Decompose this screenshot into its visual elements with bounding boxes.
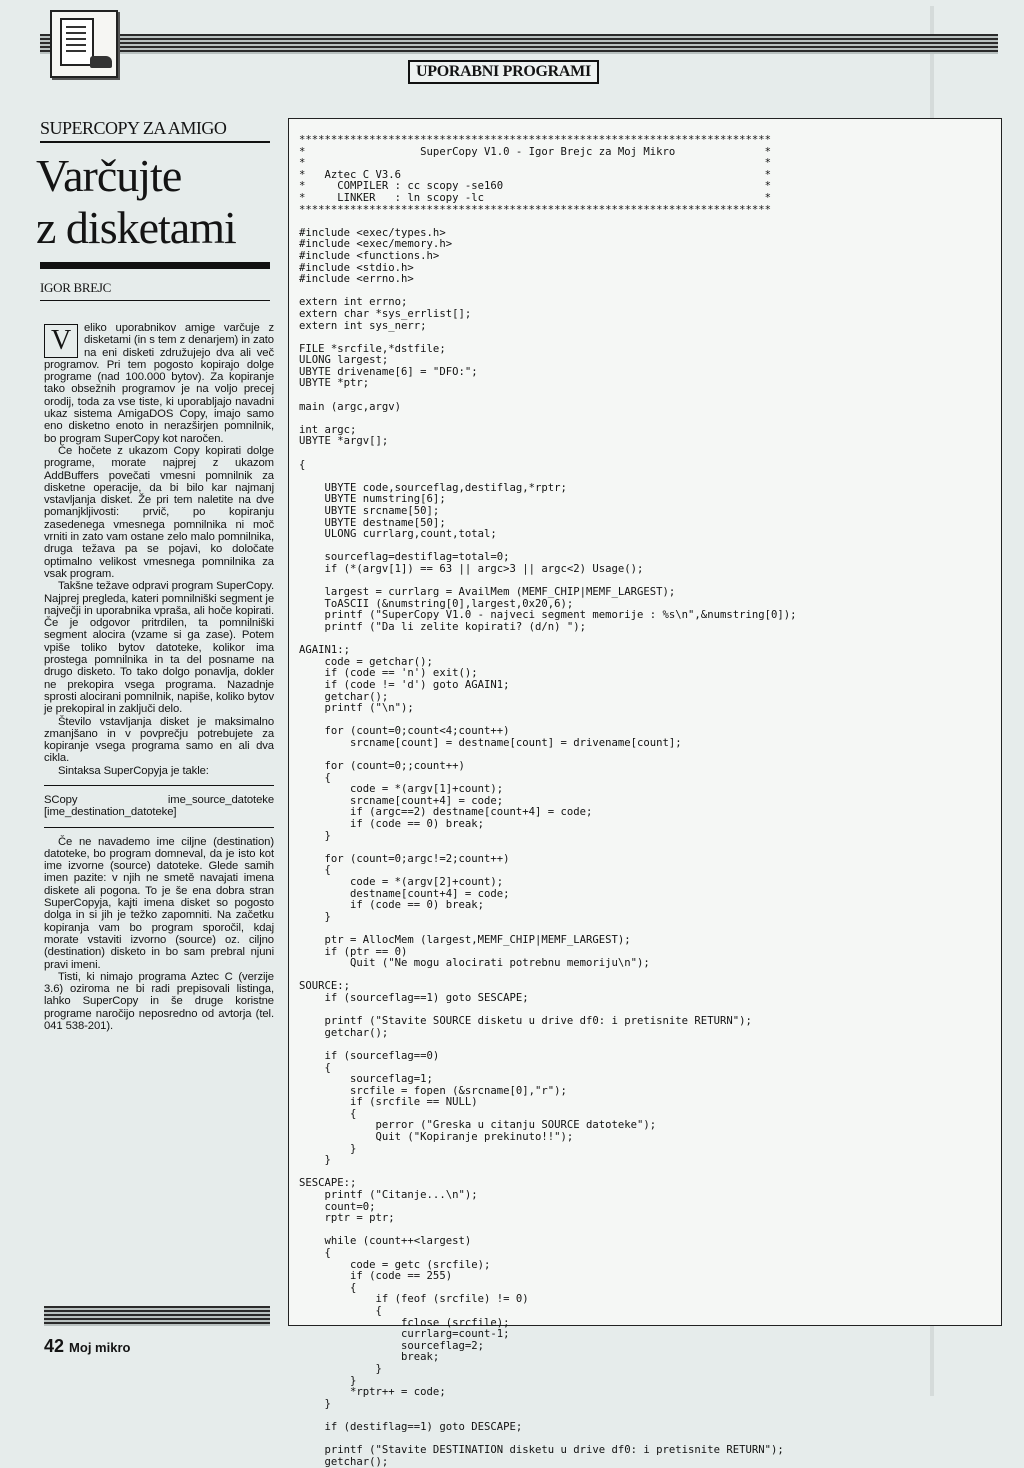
body-paragraph: Če ne navademo ime ciljne (destination) datoteke, bo program domneval, da je isto kot ime izvorne (source) datoteke. Glede samih imen pazite: v njih ne smetě navajati imena diskete ali pogona. To je še ena dobra stran SuperCopyja, kajti imena disket so pogosto dolga in si jih je težko zapomniti. Na začetku kopiranja vam bo program sporočil, kdaj morate vstaviti izvorno (source) oz. ciljno (destination) disketo in bo sam prebral njuni pravi imeni.	[44, 835, 274, 971]
code-line: extern int errno;	[299, 296, 408, 309]
code-line: }	[324, 1397, 331, 1410]
code-line: rptr = ptr;	[324, 1212, 395, 1225]
code-line: code = getc (srcfile);	[350, 1258, 491, 1271]
section-logo-icon	[50, 10, 118, 78]
page-number: 42	[44, 1336, 65, 1356]
code-line: }	[375, 1362, 382, 1375]
code-line: for (count=0;;count++)	[324, 760, 465, 773]
code-line: srcname[count] = destname[count] = drivename[count];	[350, 736, 682, 749]
code-line: extern int sys_nerr;	[299, 319, 427, 332]
headline-rule	[40, 262, 270, 269]
code-line: if (code != 'd') goto AGAIN1;	[324, 678, 510, 691]
code-line: for (count=0;count<4;count++)	[324, 725, 510, 738]
code-line: {	[350, 1281, 357, 1294]
code-line: Quit ("Ne mogu alocirati potrebnu memoriju\n");	[350, 957, 650, 970]
code-line: * SuperCopy V1.0 - Igor Brejc za Moj Mikro *	[299, 145, 771, 158]
body-paragraph: Če hočete z ukazom Copy kopirati dolge programe, morate najprej z ukazom AddBuffers povečati vmesni pomnilnik za disketne operacije, da bi bilo kar najmanj vstavljanja disket. Že pri tem naletite na dve pomanjkljivosti: prvič, po kopiranju zasedenega vmesnega pomnilnika ni moč vrniti in zato vam ostane zelo malo pomnilnika, druga težava pa se pojavi, ko določate optimalno velikost vmesnega pomnilnika za vsak program.	[44, 444, 274, 580]
code-line: currlarg=count-1;	[401, 1328, 510, 1341]
code-line: }	[324, 829, 331, 842]
syntax-line: SCopy ime_source_datoteke [ime_destination_datoteke]	[44, 793, 274, 819]
code-listing-panel	[288, 118, 1002, 1468]
code-line: if (code == 255)	[350, 1270, 453, 1283]
code-listing	[299, 134, 989, 1468]
code-line: * LINKER : ln scopy -lc *	[299, 191, 771, 204]
code-line: if (code == 0) break;	[350, 818, 484, 831]
drop-cap: V	[44, 324, 78, 358]
code-line: {	[324, 864, 331, 877]
code-line: srcfile = fopen (&srcname[0],"r");	[350, 1084, 567, 1097]
code-line: ptr = AllocMem (largest,MEMF_CHIP|MEMF_LARGEST);	[324, 933, 631, 946]
code-line: UBYTE destname[50];	[324, 516, 446, 529]
code-line: {	[324, 771, 331, 784]
code-line: sourceflag=2;	[401, 1339, 484, 1352]
code-line: UBYTE *argv[];	[299, 435, 389, 448]
code-line: *rptr++ = code;	[350, 1386, 446, 1399]
code-line: if (*(argv[1]) == 63 || argc>3 || argc<2) Usage();	[324, 562, 644, 575]
code-line: perror ("Greska u citanju SOURCE datoteke");	[375, 1119, 657, 1132]
code-line: AGAIN1:;	[299, 644, 351, 657]
code-line: printf ("\n");	[324, 702, 414, 715]
header-stripe-band	[40, 34, 998, 54]
code-line: * *	[299, 157, 771, 170]
code-line: code = *(argv[2]+count);	[350, 876, 504, 888]
code-line: {	[350, 1107, 357, 1120]
code-line: #include <exec/memory.h>	[299, 238, 453, 251]
code-line: ULONG largest;	[299, 354, 389, 367]
code-line: }	[350, 1374, 357, 1387]
code-line: main (argc,argv)	[299, 400, 402, 413]
code-line: #include <stdio.h>	[299, 261, 414, 274]
code-line: printf ("Stavite DESTINATION disketu u drive df0: i pretisnite RETURN");	[324, 1444, 784, 1457]
code-line: if (feof (srcfile) != 0)	[375, 1293, 529, 1306]
body-paragraph: Sintaksa SuperCopyja je takle:	[58, 764, 209, 777]
code-line: extern char *sys_errlist[];	[299, 307, 472, 320]
code-line: SESCAPE:;	[299, 1177, 357, 1190]
code-line: UBYTE code,sourceflag,destiflag,*rptr;	[324, 481, 567, 494]
code-line: if (sourceflag==0)	[324, 1049, 440, 1062]
code-line: if (code == 'n') exit();	[324, 667, 478, 680]
code-line: #include <functions.h>	[299, 249, 440, 262]
headline-line-1: Varčujte	[36, 150, 182, 201]
author-byline: IGOR BREJC	[40, 280, 270, 301]
code-line: getchar();	[324, 1455, 389, 1468]
code-line: if (destiflag==1) goto DESCAPE;	[324, 1420, 523, 1433]
code-line: }	[324, 1154, 331, 1167]
code-line: if (sourceflag==1) goto SESCAPE;	[324, 991, 529, 1004]
article-headline	[36, 150, 276, 254]
body-paragraph: Tisti, ki nimajo programa Aztec C (verzije 3.6) oziroma ne bi radi prepisovali listinga, lahko SuperCopy in še druge koristne programe naročijo neposredno od avtorja (tel. 041 538-201).	[44, 970, 274, 1033]
footer-stripe-band	[44, 1306, 270, 1326]
code-line: #include <errno.h>	[299, 273, 414, 286]
code-line: SOURCE:;	[299, 980, 351, 993]
code-line: count=0;	[324, 1200, 376, 1213]
article-body	[44, 322, 274, 1322]
code-line: getchar();	[324, 690, 389, 703]
syntax-divider-bottom	[44, 827, 274, 828]
code-line: for (count=0;argc!=2;count++)	[324, 852, 510, 865]
syntax-divider-top	[44, 785, 274, 786]
code-line: printf ("SuperCopy V1.0 - najveci segment memorije : %s\n",&numstring[0]);	[324, 609, 797, 622]
body-paragraph: Takšne težave odpravi program SuperCopy. Najprej pregleda, kateri pomnilniški segment je največji in uporabnika vpraša, ali hoče kopirati. Če je odgovor pritrdilen, ta pomnilniški segment alocira (vzame si ga zase). Potem vpiše toliko bytov datoteke, kolikor ima prostega pomnilnika in ta del posname na drugo disketo. To tako dolgo ponavlja, dokler ne prekopira vsega programa. Nazadnje sprosti alocirani pomnilnik, napiše, koliko bytov je prekopiral in zaključi delo.	[44, 580, 274, 716]
body-paragraph: V eliko uporabnikov amige varčuje z disketami (in s tem z denarjem) in zato na eni disketi združujejo dva ali več programov. Pri tem pogosto kopirajo dolge programe (nad 100.000 bytov). Za kopiranje tako obsežnih programov je na voljo precej orodij, toda za vse tiste, ki uporabljajo navadni ukaz sistema AmigaDOS Copy, imajo samo eno disketno enoto in nerazširjen pomnilnik, bo program SuperCopy kot naročen.	[44, 322, 274, 445]
code-line: {	[299, 458, 306, 471]
headline-line-2: z disketami	[36, 202, 236, 253]
code-line: {	[324, 1061, 331, 1074]
body-paragraph: Število vstavljanja disket je maksimalno zmanjšano in v povprečju potrebujete za kopiranje vsega programa samo en ali dva cikla.	[44, 715, 274, 765]
code-line: FILE *srcfile,*dstfile;	[299, 342, 446, 355]
code-line: while (count++<largest)	[324, 1235, 472, 1248]
code-line: largest = currlarg = AvailMem (MEMF_CHIP|MEMF_LARGEST);	[324, 586, 676, 599]
page-folio	[44, 1336, 130, 1357]
code-line: printf ("Citanje...\n");	[324, 1189, 478, 1202]
code-line: UBYTE drivename[6] = "DFO:";	[299, 365, 478, 378]
code-line: Quit ("Kopiranje prekinuto!!");	[375, 1131, 574, 1144]
section-label: UPORABNI PROGRAMI	[408, 60, 599, 84]
code-line: **************************************************************************	[299, 134, 771, 146]
code-line: srcname[count+4] = code;	[350, 794, 504, 807]
code-line: * COMPILER : cc scopy -se160 *	[299, 180, 771, 193]
code-line: if (ptr == 0)	[324, 945, 408, 958]
code-line: break;	[401, 1351, 440, 1364]
code-line: * Aztec C V3.6 *	[299, 168, 771, 181]
code-line: int argc;	[299, 423, 357, 436]
code-line: #include <exec/types.h>	[299, 226, 446, 239]
article-kicker: SUPERCOPY ZA AMIGO	[40, 118, 270, 143]
code-line: UBYTE *ptr;	[299, 377, 370, 390]
code-line: printf ("Stavite SOURCE disketu u drive df0: i pretisnite RETURN");	[324, 1015, 752, 1028]
code-line: code = *(argv[1]+count);	[350, 783, 504, 796]
code-line: }	[324, 910, 331, 923]
code-line: printf ("Da li zelite kopirati? (d/n) ");	[324, 620, 587, 633]
magazine-name: Moj mikro	[69, 1340, 131, 1355]
code-line: {	[324, 1247, 331, 1259]
code-line: if (argc==2) destname[count+4] = code;	[350, 806, 593, 819]
code-line: ULONG currlarg,count,total;	[324, 528, 497, 541]
code-line: if (code == 0) break;	[350, 899, 484, 912]
code-line: ToASCII (&numstring[0],largest,0x20,6);	[324, 597, 574, 610]
code-line: sourceflag=destiflag=total=0;	[324, 551, 510, 564]
code-line: **************************************************************************	[299, 203, 771, 216]
code-line: UBYTE numstring[6];	[324, 493, 446, 506]
code-line: getchar();	[324, 1026, 389, 1039]
code-line: if (srcfile == NULL)	[350, 1096, 478, 1109]
code-line: code = getchar();	[324, 655, 433, 668]
code-line: UBYTE srcname[50];	[324, 505, 440, 517]
code-line: {	[375, 1304, 382, 1317]
code-line: sourceflag=1;	[350, 1073, 433, 1086]
code-line: fclose (srcfile);	[401, 1316, 510, 1329]
code-line: destname[count+4] = code;	[350, 887, 510, 900]
code-line: }	[350, 1142, 357, 1155]
